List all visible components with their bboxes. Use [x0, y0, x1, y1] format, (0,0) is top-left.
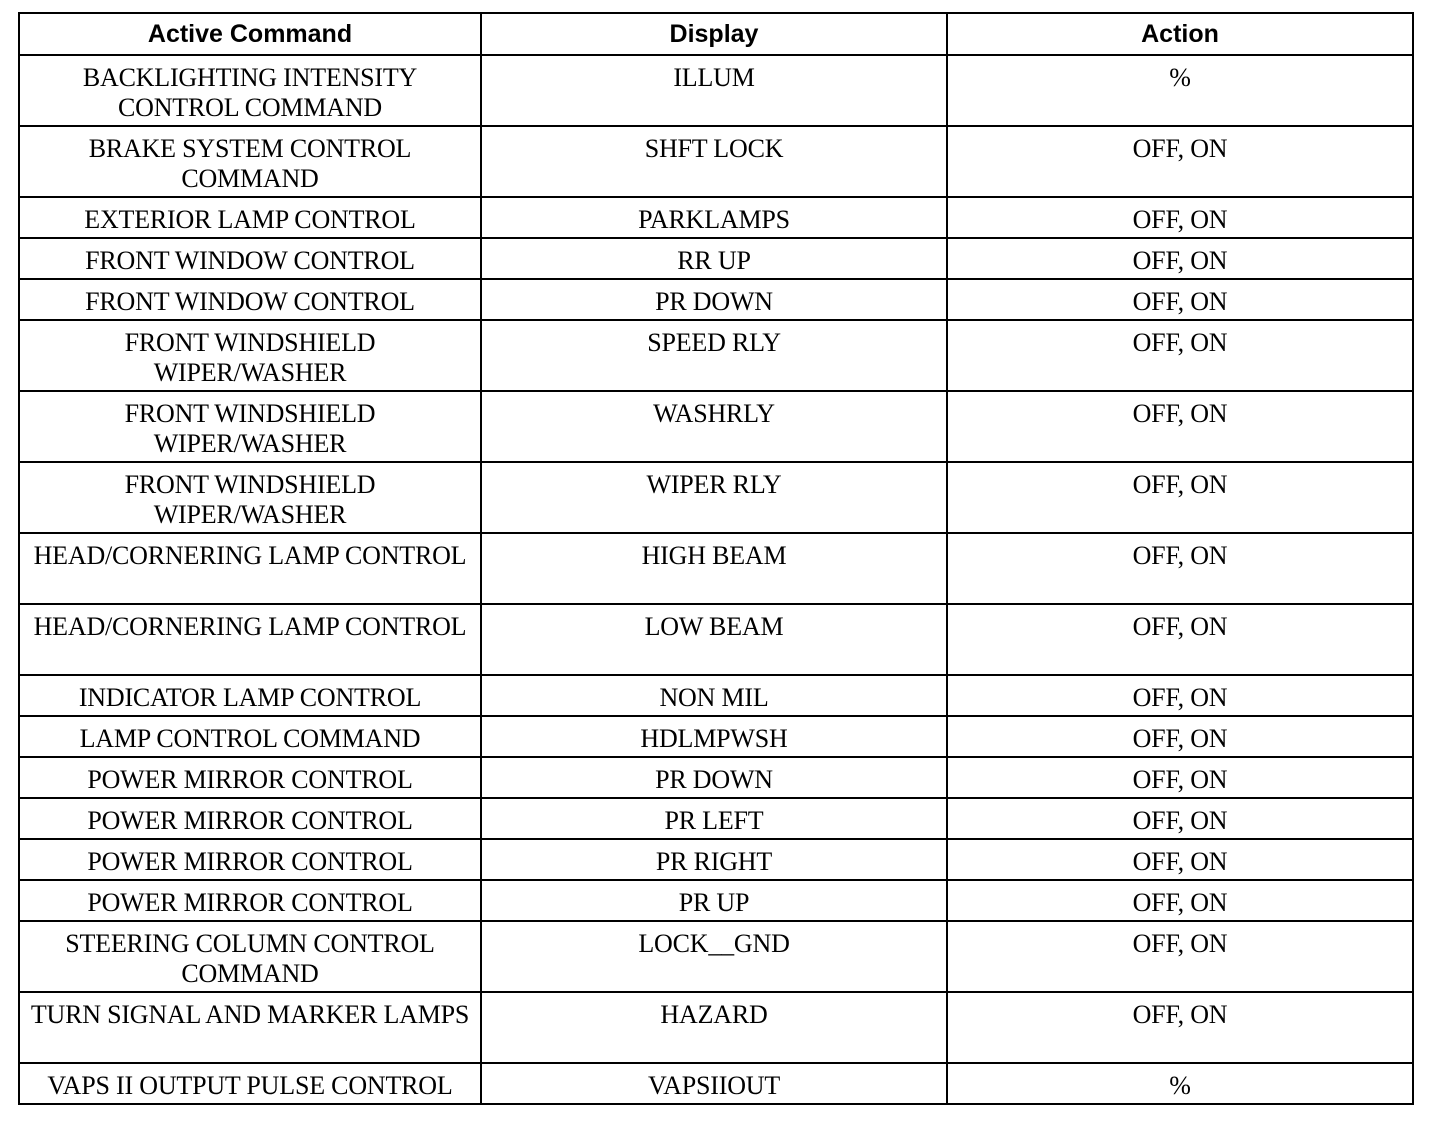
- table-row: [19, 604, 1413, 675]
- action-cell: OFF, ON: [947, 320, 1413, 391]
- action-cell: OFF, ON: [947, 757, 1413, 798]
- table-row: [19, 757, 1413, 798]
- table-row: [19, 1063, 1413, 1104]
- table-row: [19, 55, 1413, 126]
- command-cell: FRONT WINDSHIELD WIPER/WASHER: [19, 320, 481, 391]
- table-row: [19, 462, 1413, 533]
- action-cell: OFF, ON: [947, 126, 1413, 197]
- command-cell: HEAD/CORNERING LAMP CONTROL: [19, 533, 481, 604]
- table-row: [19, 320, 1413, 391]
- action-cell: OFF, ON: [947, 798, 1413, 839]
- display-cell: PR RIGHT: [481, 839, 947, 880]
- action-cell: OFF, ON: [947, 462, 1413, 533]
- command-cell: POWER MIRROR CONTROL: [19, 880, 481, 921]
- action-cell: OFF, ON: [947, 992, 1413, 1063]
- header-display: Display: [481, 13, 947, 55]
- display-cell: HDLMPWSH: [481, 716, 947, 757]
- command-cell: POWER MIRROR CONTROL: [19, 839, 481, 880]
- table-row: [19, 798, 1413, 839]
- display-cell: HIGH BEAM: [481, 533, 947, 604]
- display-cell: WASHRLY: [481, 391, 947, 462]
- display-cell: RR UP: [481, 238, 947, 279]
- table-row: [19, 533, 1413, 604]
- command-cell: LAMP CONTROL COMMAND: [19, 716, 481, 757]
- command-cell: BACKLIGHTING INTENSITY CONTROL COMMAND: [19, 55, 481, 126]
- display-cell: ILLUM: [481, 55, 947, 126]
- display-cell: SHFT LOCK: [481, 126, 947, 197]
- action-cell: OFF, ON: [947, 197, 1413, 238]
- action-cell: OFF, ON: [947, 675, 1413, 716]
- display-cell: VAPSIIOUT: [481, 1063, 947, 1104]
- command-cell: VAPS II OUTPUT PULSE CONTROL: [19, 1063, 481, 1104]
- action-cell: OFF, ON: [947, 391, 1413, 462]
- display-cell: PR DOWN: [481, 279, 947, 320]
- action-cell: OFF, ON: [947, 533, 1413, 604]
- table-row: [19, 716, 1413, 757]
- active-command-table: [18, 12, 1414, 1105]
- display-cell: LOW BEAM: [481, 604, 947, 675]
- action-cell: %: [947, 1063, 1413, 1104]
- action-cell: OFF, ON: [947, 279, 1413, 320]
- action-cell: OFF, ON: [947, 921, 1413, 992]
- command-cell: EXTERIOR LAMP CONTROL: [19, 197, 481, 238]
- command-cell: FRONT WINDSHIELD WIPER/WASHER: [19, 462, 481, 533]
- command-cell: FRONT WINDSHIELD WIPER/WASHER: [19, 391, 481, 462]
- command-cell: POWER MIRROR CONTROL: [19, 757, 481, 798]
- command-cell: TURN SIGNAL AND MARKER LAMPS: [19, 992, 481, 1063]
- table-row: [19, 839, 1413, 880]
- action-cell: OFF, ON: [947, 604, 1413, 675]
- action-cell: OFF, ON: [947, 238, 1413, 279]
- command-cell: BRAKE SYSTEM CONTROL COMMAND: [19, 126, 481, 197]
- action-cell: %: [947, 55, 1413, 126]
- table-row: [19, 197, 1413, 238]
- action-cell: OFF, ON: [947, 716, 1413, 757]
- table-row: [19, 921, 1413, 992]
- command-cell: FRONT WINDOW CONTROL: [19, 238, 481, 279]
- action-cell: OFF, ON: [947, 839, 1413, 880]
- command-cell: POWER MIRROR CONTROL: [19, 798, 481, 839]
- command-cell: STEERING COLUMN CONTROL COMMAND: [19, 921, 481, 992]
- display-cell: HAZARD: [481, 992, 947, 1063]
- display-cell: WIPER RLY: [481, 462, 947, 533]
- table-row: [19, 675, 1413, 716]
- command-cell: FRONT WINDOW CONTROL: [19, 279, 481, 320]
- command-cell: HEAD/CORNERING LAMP CONTROL: [19, 604, 481, 675]
- table-row: [19, 238, 1413, 279]
- display-cell: PR DOWN: [481, 757, 947, 798]
- display-cell: SPEED RLY: [481, 320, 947, 391]
- display-cell: NON MIL: [481, 675, 947, 716]
- table-row: [19, 279, 1413, 320]
- command-cell: INDICATOR LAMP CONTROL: [19, 675, 481, 716]
- table-row: [19, 880, 1413, 921]
- display-cell: PR LEFT: [481, 798, 947, 839]
- display-cell: LOCK__GND: [481, 921, 947, 992]
- display-cell: PR UP: [481, 880, 947, 921]
- action-cell: OFF, ON: [947, 880, 1413, 921]
- table-row: [19, 992, 1413, 1063]
- table-row: [19, 391, 1413, 462]
- header-active-command: Active Command: [19, 13, 481, 55]
- table-row: [19, 126, 1413, 197]
- header-action: Action: [947, 13, 1413, 55]
- header-row: [19, 13, 1413, 55]
- display-cell: PARKLAMPS: [481, 197, 947, 238]
